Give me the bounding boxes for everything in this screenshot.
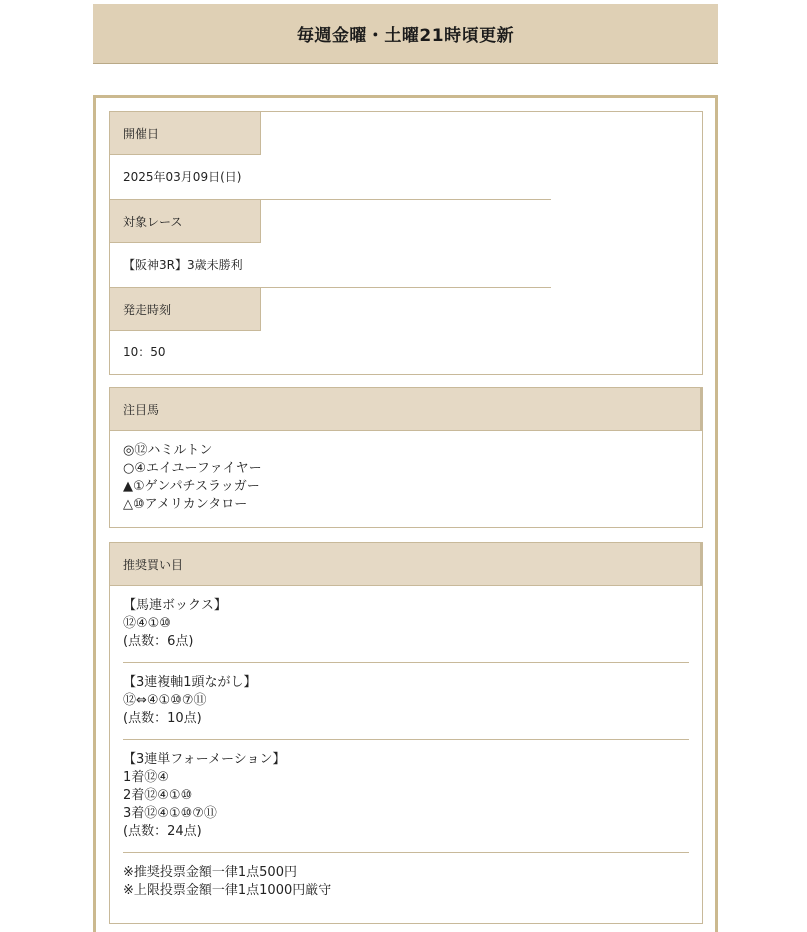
featured-horses-card [109,387,703,528]
race-label: 対象レース [110,200,261,243]
list-item: ▲①ゲンパチスラッガー [123,479,260,494]
note-max-stake: ※上限投票金額一律1点1000円厳守 [123,883,332,898]
bet-second-place: 2着⑫④①⑩ [123,788,193,803]
bet-type: 【馬連ボックス】 [123,598,227,613]
start-time-label: 発走時刻 [110,288,261,331]
bet-notes [123,864,689,912]
bet-type: 【3連複軸1頭ながし】 [123,675,257,690]
prediction-panel [93,95,718,932]
bet-count: (点数：10点) [123,711,202,726]
page-title: 毎週金曜・土曜21時頃更新 [296,26,515,46]
bet-horses: ⑫④①⑩ [123,616,171,631]
bet-block-quinella-box [123,597,689,663]
featured-horses-list [110,431,702,514]
recommended-bets-card [109,542,703,924]
bet-first-place: 1着⑫④ [123,770,169,785]
bet-horses: ⑫⇔④①⑩⑦⑪ [123,693,207,708]
list-item: ◎⑫ハミルトン [123,443,213,458]
list-item: ○④エイユーファイヤー [123,461,262,476]
race-value: 【阪神3R】3歳未勝利 [123,258,243,272]
race-info-card [109,111,703,375]
bet-block-trifecta-formation [123,751,689,853]
date-value: 2025年03月09日(日) [123,170,242,184]
list-item: △⑩アメリカンタロー [123,497,248,512]
start-time-value: 10：50 [123,345,166,359]
recommended-bets-title: 推奨買い目 [110,543,702,586]
update-schedule-banner [93,4,718,64]
featured-horses-title: 注目馬 [110,388,702,431]
bet-third-place: 3着⑫④①⑩⑦⑪ [123,806,217,821]
bet-block-trio-wheel [123,674,689,740]
bet-count: (点数：24点) [123,824,202,839]
recommended-bets-body [110,586,702,912]
bet-count: (点数：6点) [123,634,194,649]
note-recommended-stake: ※推奨投票金額一律1点500円 [123,865,297,880]
date-label: 開催日 [110,112,261,155]
bet-type: 【3連単フォーメーション】 [123,752,286,767]
